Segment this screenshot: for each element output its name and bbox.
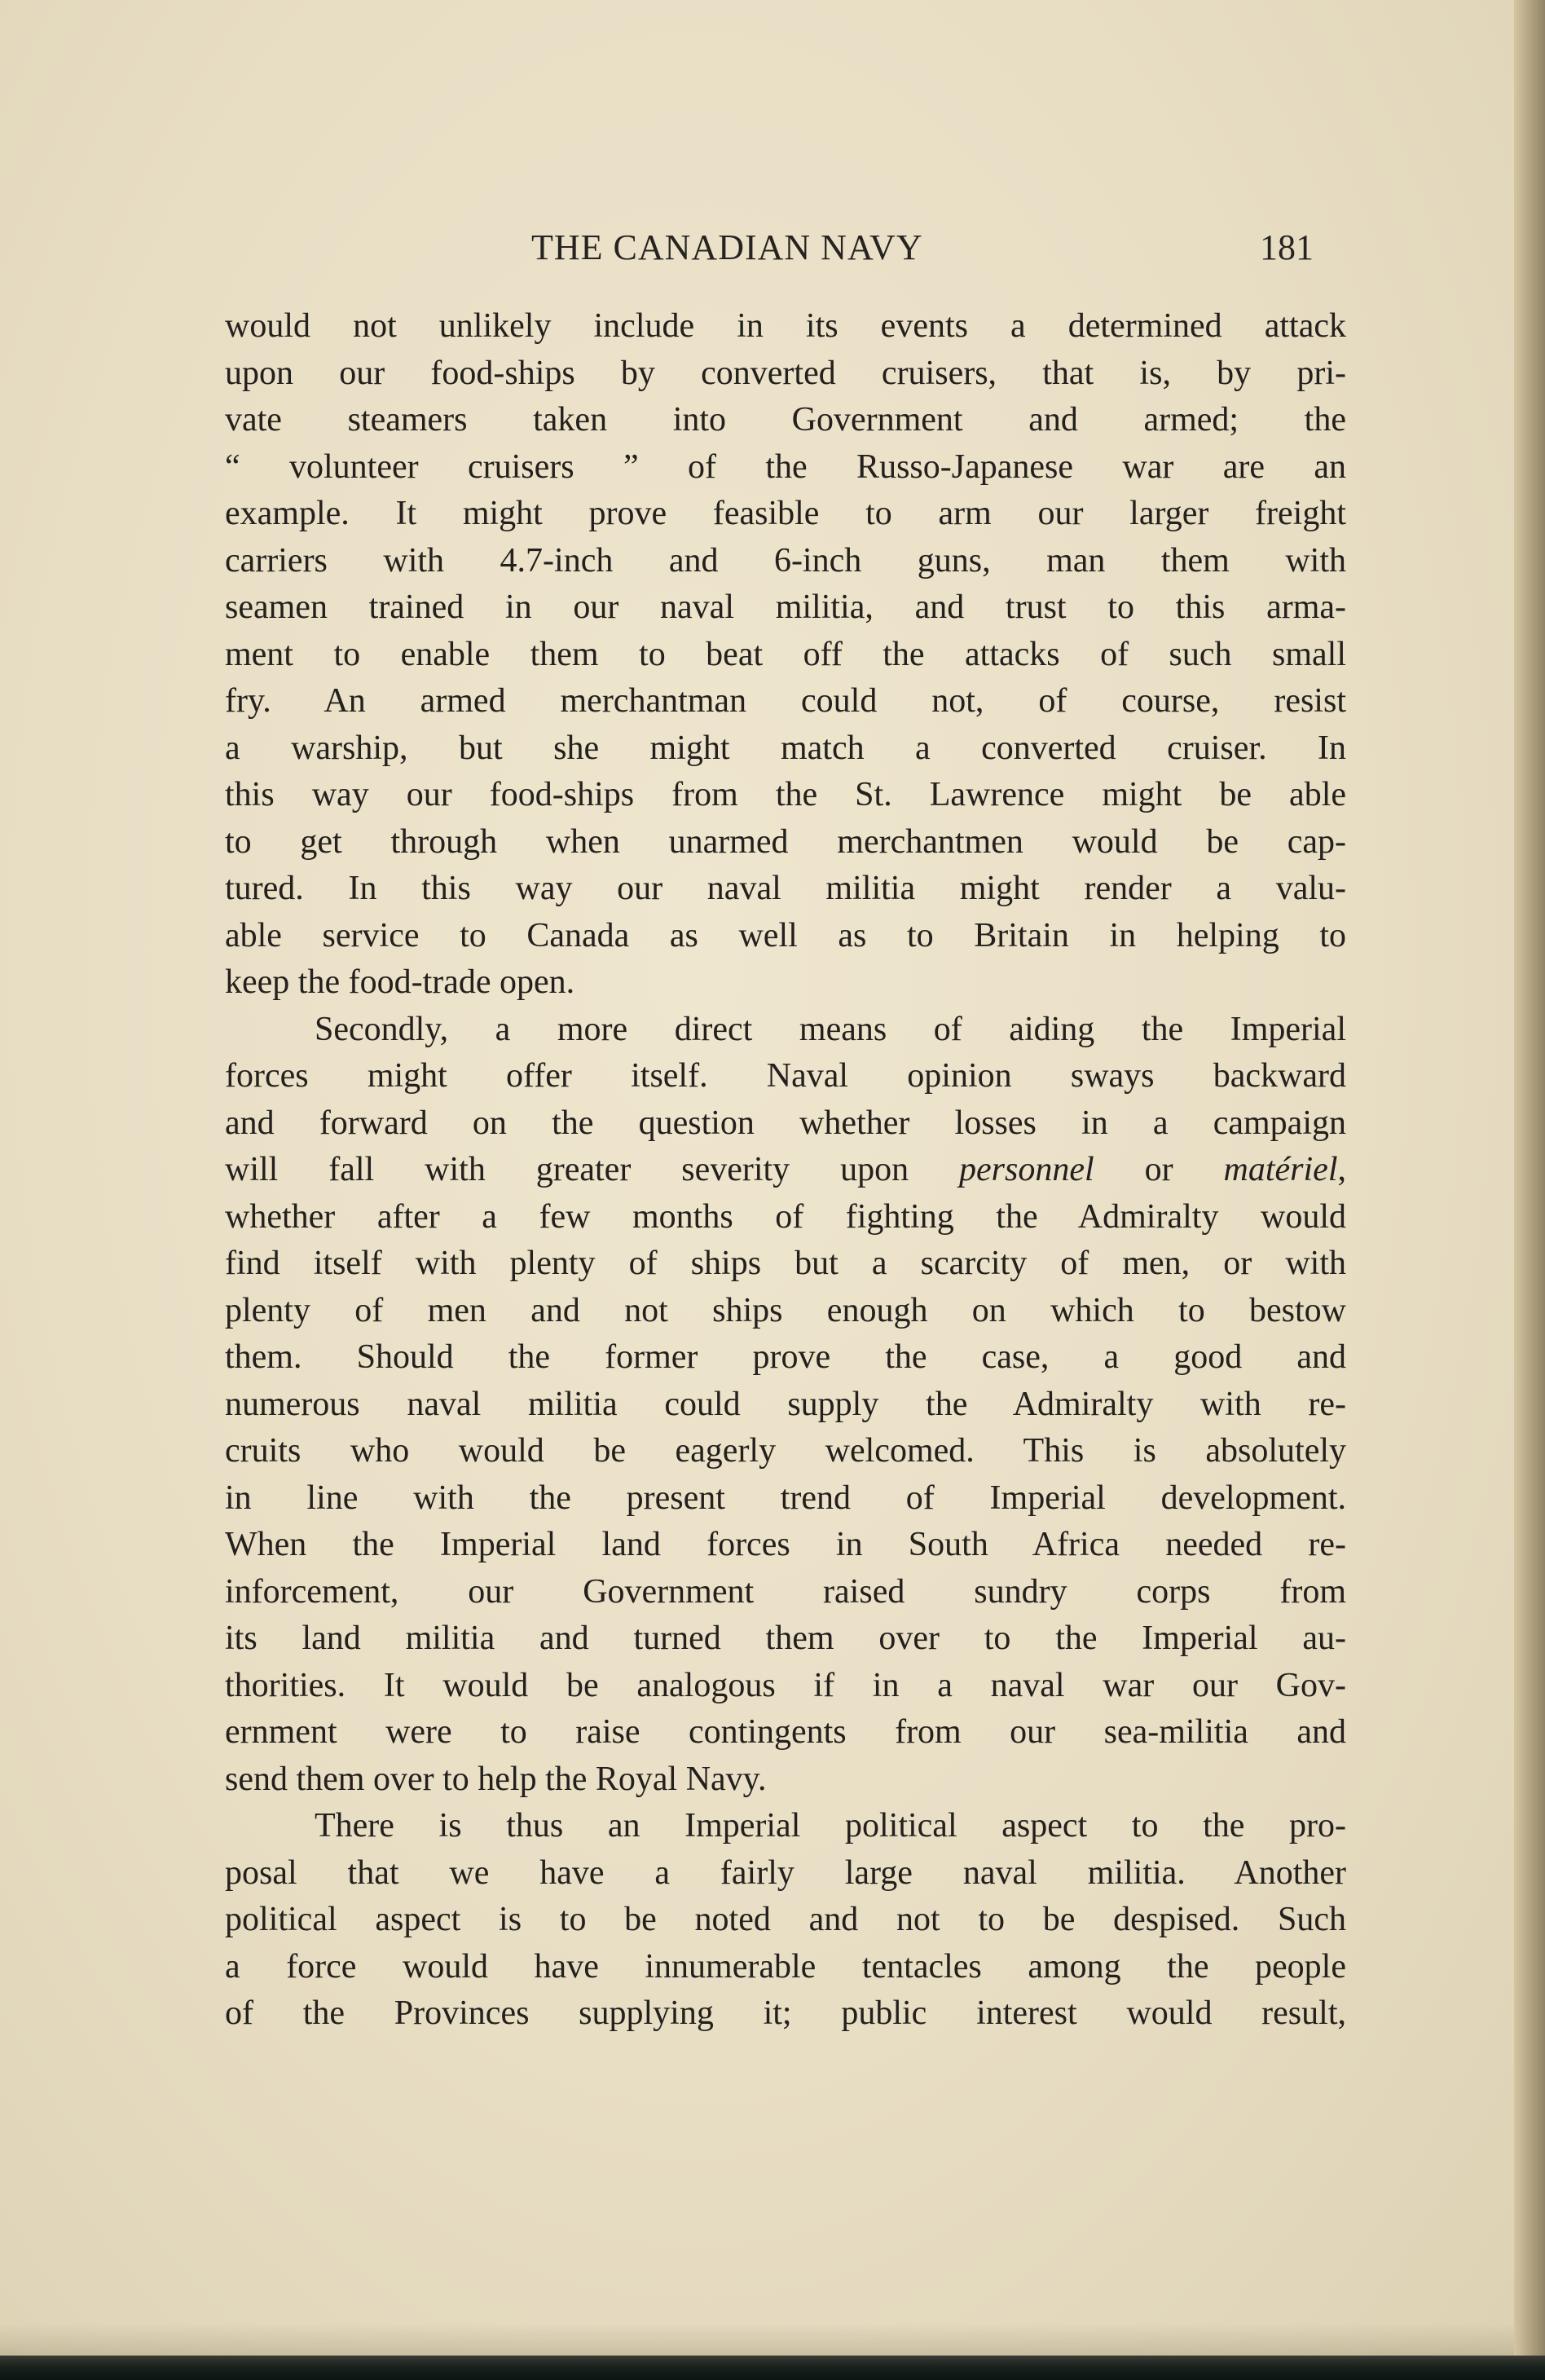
line-text: or [1094, 1151, 1224, 1188]
text-line: vate steamers taken into Government and armed; the [225, 401, 1346, 439]
text-line: inforcement, our Government raised sundry corps from [225, 1572, 1346, 1611]
text-line: find itself with plenty of ships but a scarcity of men, or with [225, 1245, 1346, 1282]
paragraph-3 [225, 1803, 1346, 2038]
text-line: “ volunteer cruisers ” of the Russo-Japanese war are an [225, 447, 1346, 486]
text-line: whether after a few months of fighting the Admiralty would [225, 1197, 1346, 1236]
body-text [225, 303, 1346, 2038]
paragraph-1 [225, 303, 1346, 1007]
text-line: numerous naval militia could supply the Admiralty with re- [225, 1385, 1346, 1423]
text-line: Secondly, a more direct means of aiding the Imperial [315, 1010, 1346, 1048]
text-line: of the Provinces supplying it; public interest would result, [225, 1994, 1346, 2032]
text-line: and forward on the question whether losses in a campaign [225, 1104, 1346, 1142]
text-line: plenty of men and not ships enough on which to bestow [225, 1291, 1346, 1329]
page-shadow [0, 2323, 1545, 2356]
italic-term: personnel [959, 1151, 1094, 1188]
paragraph-2 [225, 1007, 1346, 1804]
text-line: political aspect is to be noted and not to be despised. Such [225, 1901, 1346, 1938]
text-line: fry. An armed merchantman could not, of course, resist [225, 682, 1346, 720]
running-title: THE CANADIAN NAVY [531, 227, 923, 267]
text-line: tured. In this way our naval militia might render a valu- [225, 870, 1346, 907]
text-line: ernment were to raise contingents from our sea-militia and [225, 1713, 1346, 1751]
running-head [225, 227, 1346, 275]
italic-term: matériel [1223, 1151, 1338, 1188]
text-line: a warship, but she might match a converted cruiser. In [225, 729, 1346, 767]
text-line: thorities. It would be analogous if in a naval war our Gov- [225, 1666, 1346, 1704]
text-line: seamen trained in our naval militia, and trust to this arma- [225, 588, 1346, 626]
text-line: example. It might prove feasible to arm our larger freight [225, 495, 1346, 532]
text-line: When the Imperial land forces in South Africa needed re- [225, 1526, 1346, 1563]
page-number: 181 [1260, 227, 1314, 267]
text-line: able service to Canada as well as to Britain in helping to [225, 916, 1346, 954]
text-line-italic [225, 1147, 1346, 1194]
text-line: them. Should the former prove the case, a good and [225, 1338, 1346, 1376]
text-line: upon our food-ships by converted cruisers, that is, by pri- [225, 354, 1346, 392]
text-line: keep the food-trade open. [225, 963, 575, 1001]
line-text: will fall with greater severity upon [225, 1151, 960, 1188]
text-line: send them over to help the Royal Navy. [225, 1760, 767, 1798]
text-line: in line with the present trend of Imperial development. [225, 1479, 1346, 1517]
text-line: to get through when unarmed merchantmen would be cap- [225, 822, 1346, 861]
text-line: ment to enable them to beat off the attacks of such small [225, 635, 1346, 673]
text-line: a force would have innumerable tentacles among the people [225, 1947, 1346, 1986]
text-line: its land militia and turned them over to the Imperial au- [225, 1620, 1346, 1657]
text-line: carriers with 4.7-inch and 6-inch guns, man them with [225, 541, 1346, 580]
page-edge-right [1514, 0, 1545, 2380]
text-line: this way our food-ships from the St. Lawrence might be able [225, 776, 1346, 813]
text-line: cruits who would be eagerly welcomed. This is absolutely [225, 1432, 1346, 1470]
text-line: forces might offer itself. Naval opinion sways backward [225, 1057, 1346, 1095]
line-text: , [1337, 1151, 1346, 1188]
text-line: would not unlikely include in its events a determined attack [225, 307, 1346, 345]
text-line: posal that we have a fairly large naval militia. Another [225, 1853, 1346, 1892]
text-line: There is thus an Imperial political aspect to the pro- [315, 1807, 1346, 1844]
page-edge-bottom [0, 2356, 1545, 2380]
